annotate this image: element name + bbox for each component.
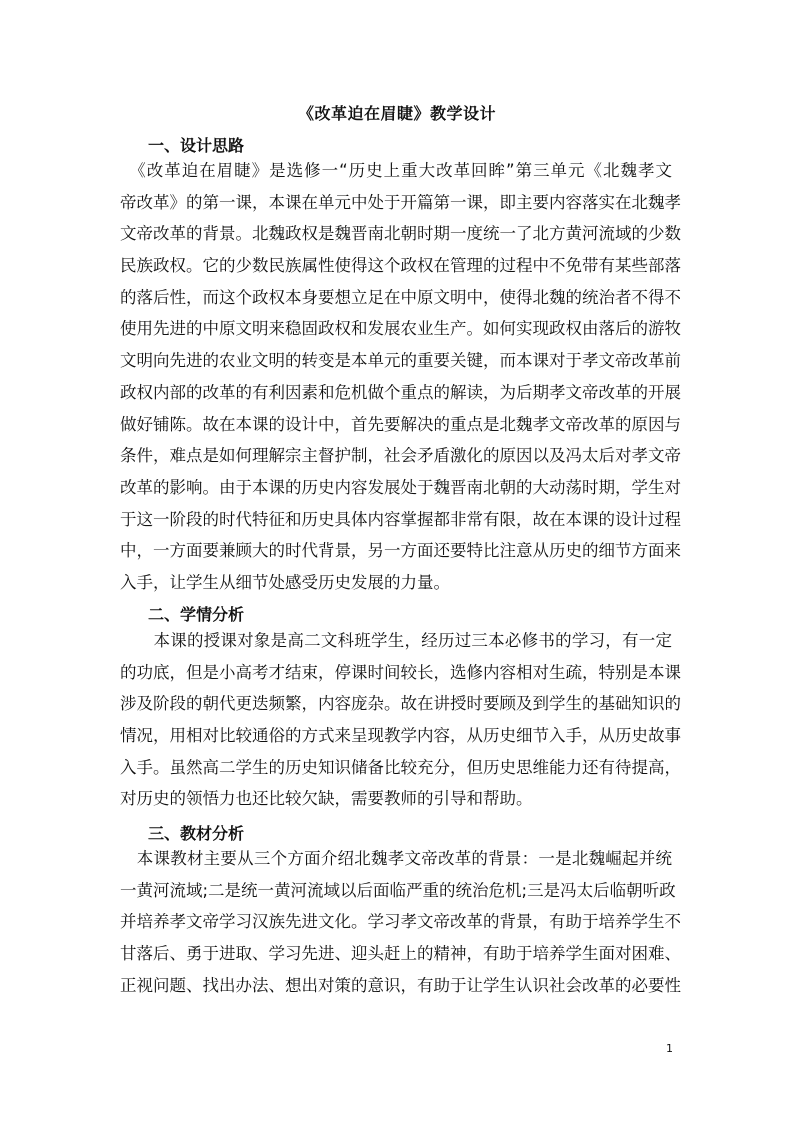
section-heading-textbook: 三、教材分析 xyxy=(148,824,245,843)
text-line: 做好铺陈。故在本课的设计中，首先要解决的重点是北魏孝文帝改革的原因与 xyxy=(120,414,681,434)
text-line: 情况，用相对比较通俗的方式来呈现教学内容，从历史细节入手，从历史故事 xyxy=(120,726,681,746)
text-line: 文明向先进的农业文明的转变是本单元的重要关键，而本课对于孝文帝改革前 xyxy=(120,351,681,371)
text-line: 帝改革》的第一课，本课在单元中处于开篇第一课，即主要内容落实在北魏孝 xyxy=(120,192,681,212)
section-heading-design: 一、设计思路 xyxy=(148,136,245,155)
text-line: 民族政权。它的少数民族属性使得这个政权在管理的过程中不免带有某些部落 xyxy=(120,256,681,276)
text-line: 入手，让学生从细节处感受历史发展的力量。 xyxy=(120,572,450,592)
text-line: 入手。虽然高二学生的历史知识储备比较充分，但历史思维能力还有待提高， xyxy=(120,757,681,777)
text-line: 的落后性，而这个政权本身要想立足在中原文明中，使得北魏的统治者不得不 xyxy=(120,287,681,307)
text-line: 的功底，但是小高考才结束，停课时间较长，选修内容相对生疏，特别是本课 xyxy=(120,662,681,682)
text-line: 使用先进的中原文明来稳固政权和发展农业生产。如何实现政权由落后的游牧 xyxy=(120,319,681,339)
section-body-design xyxy=(120,155,681,599)
text-line: 《改革迫在眉睫》是选修一“历史上重大改革回眸”第三单元《北魏孝文 xyxy=(120,161,672,180)
section-body-students xyxy=(120,625,681,815)
text-line: 本课教材主要从三个方面介绍北魏孝文帝改革的背景：一是北魏崛起并统 xyxy=(120,849,672,868)
text-line: 政权内部的改革的有利因素和危机做个重点的解读，为后期孝文帝改革的开展 xyxy=(120,382,681,402)
text-line: 并培养孝文帝学习汉族先进文化。学习孝文帝改革的背景，有助于培养学生不 xyxy=(120,912,681,932)
text-line: 文帝改革的背景。北魏政权是魏晋南北朝时期一度统一了北方黄河流域的少数 xyxy=(120,224,681,244)
text-line: 甘落后、勇于进取、学习先进、迎头赶上的精神，有助于培养学生面对困难、 xyxy=(120,944,681,964)
text-line: 条件，难点是如何理解宗主督护制，社会矛盾激化的原因以及冯太后对孝文帝 xyxy=(120,446,681,466)
text-line: 对历史的领悟力也还比较欠缺，需要教师的引导和帮助。 xyxy=(120,789,533,809)
section-heading-students: 二、学情分析 xyxy=(148,605,245,624)
text-line: 改革的影响。由于本课的历史内容发展处于魏晋南北朝的大动荡时期，学生对 xyxy=(120,477,681,497)
document-title: 《改革迫在眉睫》教学设计 xyxy=(297,104,496,123)
text-line: 本课的授课对象是高二文科班学生，经历过三本必修书的学习，有一定 xyxy=(120,631,672,650)
section-body-textbook xyxy=(120,843,681,1001)
text-line: 涉及阶段的朝代更迭频繁，内容庞杂。故在讲授时要顾及到学生的基础知识的 xyxy=(120,694,681,714)
page-number: 1 xyxy=(666,1042,673,1055)
text-line: 中，一方面要兼顾大的时代背景，另一方面还要特比注意从历史的细节方面来 xyxy=(120,541,681,561)
text-line: 正视问题、找出办法、想出对策的意识，有助于让学生认识社会改革的必要性 xyxy=(120,975,681,995)
text-line: 于这一阶段的时代特征和历史具体内容掌握都非常有限，故在本课的设计过程 xyxy=(120,509,681,529)
text-line: 一黄河流域;二是统一黄河流域以后面临严重的统治危机;三是冯太后临朝听政 xyxy=(120,880,676,900)
